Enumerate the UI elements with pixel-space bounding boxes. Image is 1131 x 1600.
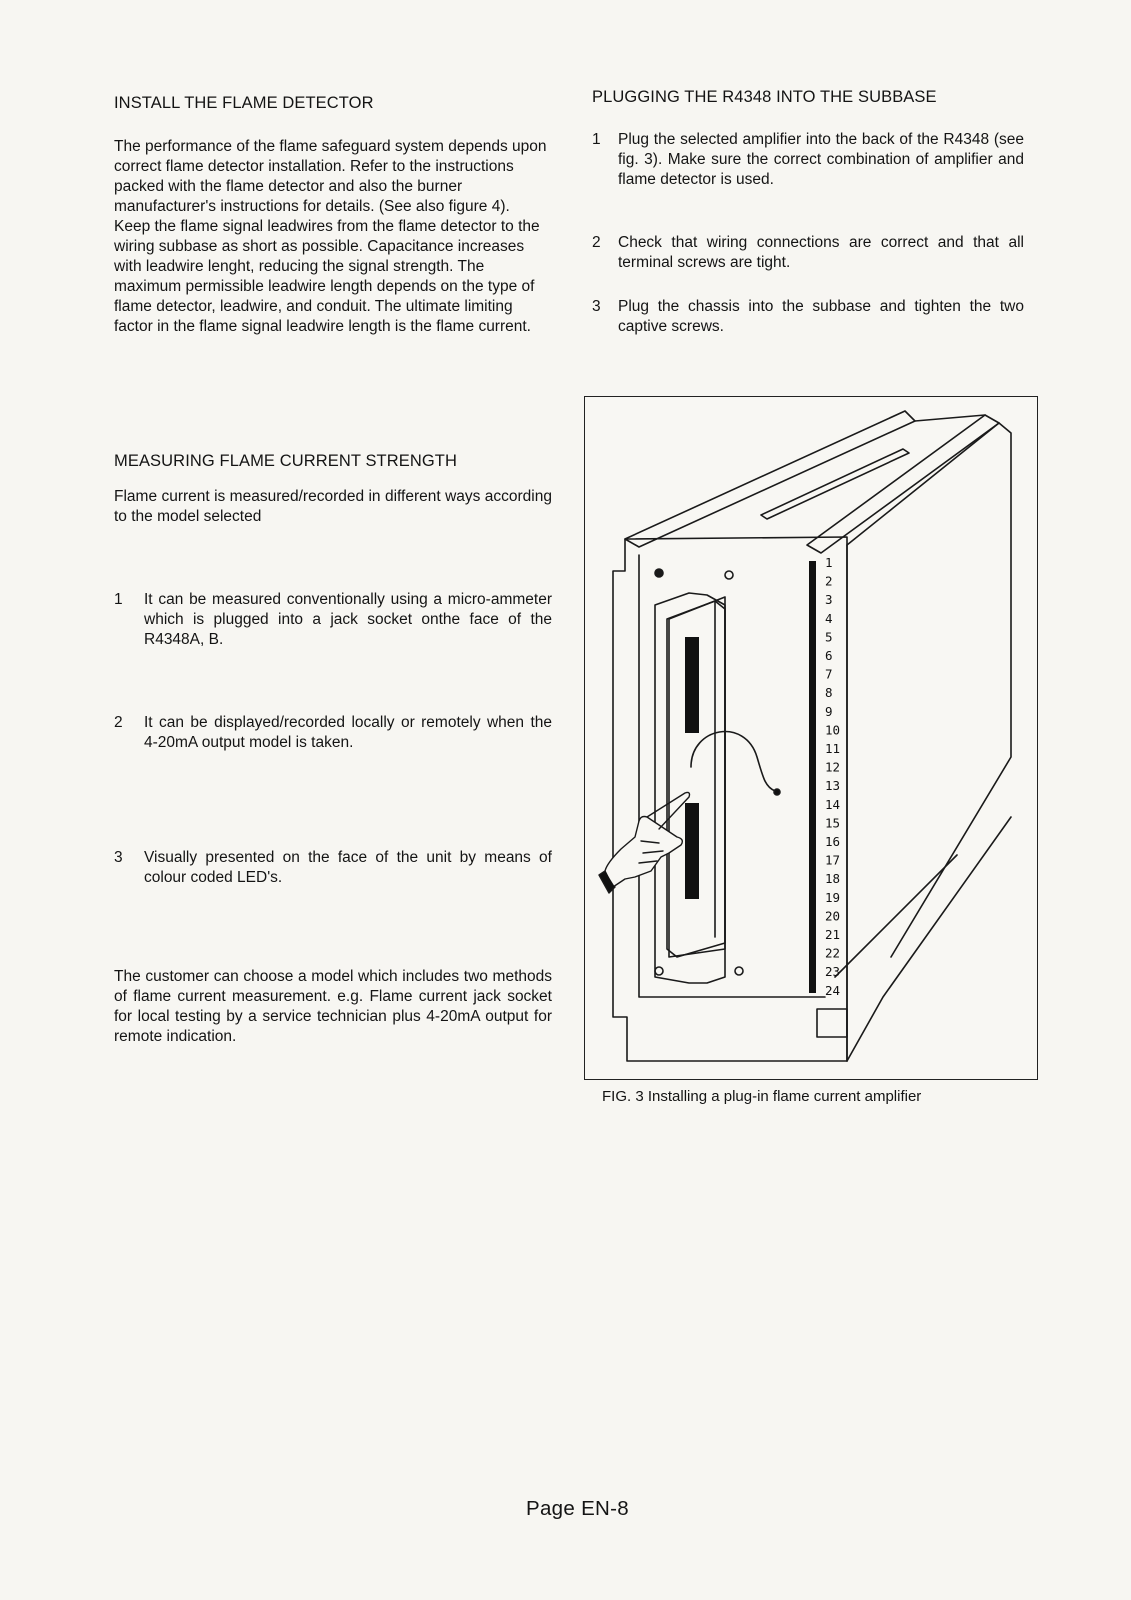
top-rail: [807, 415, 999, 553]
measuring-closing: The customer can choose a model which includes two methods of flame current measurement. e.g. Flame current jack socket for local testing by a service technician plus 4-20mA output for remote indication.: [114, 968, 552, 1045]
cable: [691, 732, 775, 791]
figure-caption: FIG. 3 Installing a plug-in flame current amplifier: [602, 1088, 922, 1105]
measuring-heading: MEASURING FLAME CURRENT STRENGTH: [114, 452, 458, 470]
measuring-intro: Flame current is measured/recorded in different ways according to the model selected: [114, 488, 552, 525]
terminal-label-23: 23: [825, 964, 841, 980]
figure-3: [584, 396, 1038, 1080]
terminal-label-18: 18: [825, 871, 841, 887]
item-text: Check that wiring connections are correct and that all terminal screws are tight.: [618, 234, 1024, 271]
page-number: Page EN-8: [526, 1497, 629, 1520]
terminal-label-9: 9: [825, 703, 833, 719]
terminal-label-11: 11: [825, 741, 841, 756]
terminal-label-2: 2: [825, 573, 833, 589]
item-number: 1: [114, 591, 123, 608]
chassis-illustration: [585, 397, 1037, 1079]
item-text: Visually presented on the face of the unit by means of colour coded LED's.: [144, 849, 552, 886]
measuring-item-1: [114, 590, 552, 650]
cable-end: [774, 789, 780, 795]
item-text: Plug the selected amplifier into the back of the R4348 (see fig. 3). Make sure the correct combination of amplifier and flame detector is used.: [618, 131, 1024, 188]
terminal-label-15: 15: [825, 815, 841, 831]
terminal-label-21: 21: [825, 927, 841, 942]
top-rail-edge: [915, 415, 985, 421]
terminal-label-1: 1: [825, 555, 833, 570]
terminal-label-19: 19: [825, 889, 841, 905]
terminal-label-22: 22: [825, 945, 841, 961]
chassis-top-front: [625, 411, 915, 547]
terminal-label-5: 5: [825, 629, 833, 645]
terminal-label-20: 20: [825, 908, 841, 924]
plugging-item-1: [592, 130, 1024, 190]
terminal-label-14: 14: [825, 796, 841, 812]
bottom-foot: [817, 1009, 847, 1037]
install-heading: INSTALL THE FLAME DETECTOR: [114, 94, 374, 112]
item-text: It can be displayed/recorded locally or remotely when the 4-20mA output model is taken.: [144, 714, 552, 751]
side-panel: [847, 423, 1011, 957]
item-number: 2: [592, 234, 601, 251]
measuring-item-3: [114, 848, 552, 888]
item-number: 3: [592, 298, 601, 315]
terminal-label-24: 24: [825, 982, 841, 998]
terminal-label-8: 8: [825, 685, 833, 701]
terminal-strip: [809, 561, 816, 993]
card-connector-top: [685, 637, 699, 733]
item-number: 1: [592, 131, 601, 148]
terminal-label-17: 17: [825, 852, 841, 868]
terminal-label-7: 7: [825, 666, 833, 682]
plugging-item-2: [592, 233, 1024, 273]
screw-hole: [655, 569, 663, 577]
right-column: [592, 88, 1024, 335]
terminal-labels: [825, 555, 840, 998]
install-body-1: The performance of the flame safeguard system depends upon correct flame detector installation. Refer to the instructions packed with the flame detector and also the burner manufacturer's instructions for details. (See also figure 4).: [114, 138, 547, 215]
measuring-item-2: [114, 713, 552, 753]
terminal-label-16: 16: [825, 834, 841, 849]
plugging-heading: PLUGGING THE R4348 INTO THE SUBBASE: [592, 88, 937, 106]
item-text: It can be measured conventionally using a micro-ammeter which is plugged into a jack socket onthe face of the R4348A, B.: [144, 591, 552, 648]
side-bottom-edge: [847, 817, 1011, 1061]
terminal-label-13: 13: [825, 778, 841, 794]
terminal-label-3: 3: [825, 592, 833, 608]
terminal-label-10: 10: [825, 722, 841, 738]
screw-hole: [655, 967, 663, 975]
side-inner-line: [835, 855, 957, 977]
item-text: Plug the chassis into the subbase and tighten the two captive screws.: [618, 298, 1024, 335]
terminal-label-6: 6: [825, 648, 833, 663]
card-connector-bottom: [685, 803, 699, 899]
install-body-2: Keep the flame signal leadwires from the flame detector to the wiring subbase as short as possible. Capacitance increases with leadwire lenght, reducing the signal strength. The maximum permissible leadwire length depends on the type of flame detector, leadwire, and conduit. The ultimate limiting factor in the flame signal leadwire length is the flame current.: [114, 218, 540, 335]
terminal-label-4: 4: [825, 610, 833, 626]
terminal-label-12: 12: [825, 759, 841, 775]
screw-hole: [735, 967, 743, 975]
top-slot: [761, 449, 909, 519]
screw-hole: [725, 571, 733, 579]
item-number: 2: [114, 714, 123, 731]
plugging-item-3: [592, 297, 1024, 337]
left-column: [114, 94, 552, 1045]
item-number: 3: [114, 849, 123, 866]
